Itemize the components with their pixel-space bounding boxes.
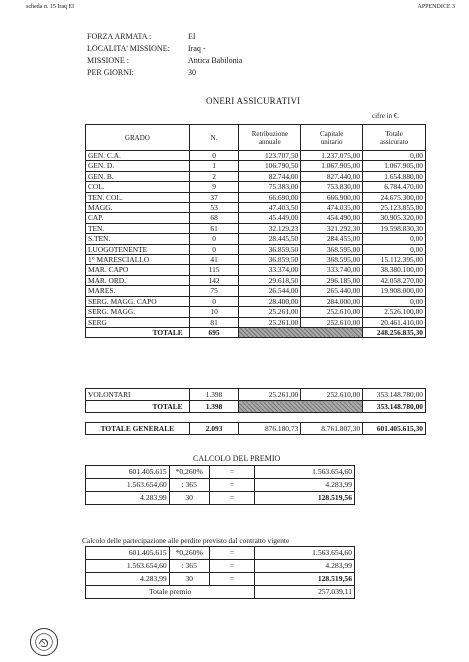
currency-note: cifre in €. bbox=[372, 112, 400, 120]
result-cell: 4.283,99 bbox=[255, 560, 355, 573]
totale-cell: 15.112.395,00 bbox=[363, 255, 426, 265]
n-cell: 37 bbox=[189, 192, 239, 202]
header-n: N. bbox=[189, 125, 239, 151]
n-cell: 53 bbox=[189, 203, 239, 213]
calcolo-premio-table bbox=[85, 465, 355, 505]
table-row bbox=[86, 255, 426, 265]
n-cell: 81 bbox=[189, 317, 239, 327]
capitale-cell: 296.185,00 bbox=[301, 275, 363, 285]
result-cell: 1.563.654,60 bbox=[255, 547, 355, 560]
n-cell: 0 bbox=[189, 151, 239, 161]
calc-row bbox=[86, 492, 355, 505]
result-cell: 1.563.654,60 bbox=[255, 466, 355, 479]
grado-cell: GEN. C.A. bbox=[86, 151, 190, 161]
retribuzione-cell: 75.383,00 bbox=[239, 182, 301, 192]
table-row bbox=[86, 151, 426, 161]
totale-generale-table bbox=[85, 422, 426, 435]
retribuzione-cell: 45.449,00 bbox=[239, 213, 301, 223]
retribuzione-cell: 123.707,50 bbox=[239, 151, 301, 161]
capitale-cell: 474.035,00 bbox=[301, 203, 363, 213]
n-cell: 0 bbox=[189, 234, 239, 244]
totale-cell: 30.905.320,00 bbox=[363, 213, 426, 223]
grado-table bbox=[85, 124, 426, 338]
grado-cell: MARES. bbox=[86, 286, 190, 296]
stamp-seal bbox=[30, 628, 58, 656]
retribuzione-cell: 26.544,00 bbox=[239, 286, 301, 296]
totale-cell: 1.067.905,00 bbox=[363, 161, 426, 171]
operator-cell: 30 bbox=[169, 492, 209, 505]
totale-cell: 19.598.830,30 bbox=[363, 223, 426, 233]
n-cell: 0 bbox=[189, 244, 239, 254]
totale-premio-label: Totale premio bbox=[86, 586, 255, 599]
equals-cell: = bbox=[209, 573, 255, 586]
operator-cell: *0,260% bbox=[169, 547, 209, 560]
table-row bbox=[86, 234, 426, 244]
table-row bbox=[86, 317, 426, 327]
meta-label: MISSIONE : bbox=[87, 56, 130, 65]
table-row bbox=[86, 286, 426, 296]
volontari-cap: 252.610,00 bbox=[301, 389, 363, 401]
grado-cell: CAP. bbox=[86, 213, 190, 223]
grado-cell: SERG. MAGG. bbox=[86, 307, 190, 317]
totale-cell: 0,00 bbox=[363, 296, 426, 306]
n-cell: 61 bbox=[189, 223, 239, 233]
totale-cell: 25.123.855,00 bbox=[363, 203, 426, 213]
seal-icon bbox=[31, 629, 57, 655]
capitale-cell: 333.740,00 bbox=[301, 265, 363, 275]
totale-generale-tot: 601.405.615,30 bbox=[363, 423, 426, 435]
equals-cell: = bbox=[209, 479, 255, 492]
result-cell: 4.283,99 bbox=[255, 479, 355, 492]
table-row bbox=[86, 203, 426, 213]
calc-row bbox=[86, 547, 355, 560]
grado-cell: SERG bbox=[86, 317, 190, 327]
calc-row bbox=[86, 466, 355, 479]
meta-label: PER GIORNI: bbox=[87, 68, 134, 77]
table-row bbox=[86, 265, 426, 275]
totale-cell: 0,00 bbox=[363, 151, 426, 161]
table-row bbox=[86, 244, 426, 254]
capitale-cell: 368.595,00 bbox=[301, 255, 363, 265]
totale-cell: 38.380.100,00 bbox=[363, 265, 426, 275]
meta-value: 30 bbox=[188, 68, 196, 77]
meta-label: LOCALITA' MISSIONE: bbox=[87, 44, 170, 53]
grado-cell: S.TEN. bbox=[86, 234, 190, 244]
operator-cell: 30 bbox=[169, 573, 209, 586]
meta-value: EI bbox=[188, 32, 196, 41]
header-retribuzione: Retribuzione annuale bbox=[239, 125, 301, 151]
capitale-cell: 284.000,00 bbox=[301, 296, 363, 306]
operand-cell: 1.563.654,60 bbox=[86, 560, 170, 573]
table-row bbox=[86, 192, 426, 202]
retribuzione-cell: 66.690,00 bbox=[239, 192, 301, 202]
operand-cell: 601.405.615 bbox=[86, 547, 170, 560]
meta-value: Antica Babilonia bbox=[188, 56, 243, 65]
result-cell: 128.519,56 bbox=[255, 492, 355, 505]
capitale-cell: 252.610,00 bbox=[301, 317, 363, 327]
capitale-cell: 454.490,00 bbox=[301, 213, 363, 223]
table-row bbox=[86, 213, 426, 223]
volontari-tot: 353.148.780,00 bbox=[363, 389, 426, 401]
table-row bbox=[86, 296, 426, 306]
retribuzione-cell: 33.374,00 bbox=[239, 265, 301, 275]
totale-generale-n: 2.093 bbox=[189, 423, 239, 435]
grado-cell: 1° MARESCIALLO bbox=[86, 255, 190, 265]
retribuzione-cell: 28.445,50 bbox=[239, 234, 301, 244]
capitale-cell: 1.067.905,00 bbox=[301, 161, 363, 171]
partecipazione-rows bbox=[86, 547, 355, 586]
retribuzione-cell: 36.859,50 bbox=[239, 244, 301, 254]
n-cell: 68 bbox=[189, 213, 239, 223]
capitale-cell: 284.455,00 bbox=[301, 234, 363, 244]
shaded-cell bbox=[239, 401, 363, 413]
calc-row bbox=[86, 560, 355, 573]
capitale-cell: 252.610,00 bbox=[301, 307, 363, 317]
totale-n: 695 bbox=[189, 327, 239, 337]
grado-cell: MAR. ORD. bbox=[86, 275, 190, 285]
grado-cell: GEN. D. bbox=[86, 161, 190, 171]
totale-generale-row bbox=[86, 423, 426, 435]
n-cell: 115 bbox=[189, 265, 239, 275]
n-cell: 2 bbox=[189, 171, 239, 181]
grado-cell: TEN. bbox=[86, 223, 190, 233]
retribuzione-cell: 47.403,50 bbox=[239, 203, 301, 213]
grado-cell: LUOGOTENENTE bbox=[86, 244, 190, 254]
volontari-totale-label: TOTALE bbox=[86, 401, 190, 413]
totale-premio-row bbox=[86, 586, 355, 599]
operand-cell: 601.405.615 bbox=[86, 466, 170, 479]
n-cell: 10 bbox=[189, 307, 239, 317]
calcolo-partecipazione-table bbox=[85, 546, 355, 599]
totale-cell: 20.461.410,00 bbox=[363, 317, 426, 327]
volontari-table bbox=[85, 388, 426, 413]
capitale-cell: 827.440,00 bbox=[301, 171, 363, 181]
n-cell: 0 bbox=[189, 296, 239, 306]
totale-value: 248.256.835,30 bbox=[363, 327, 426, 337]
calc-row bbox=[86, 573, 355, 586]
volontari-retr: 25.261,00 bbox=[239, 389, 301, 401]
result-cell: 128.519,56 bbox=[255, 573, 355, 586]
header-grado: GRADO bbox=[86, 125, 190, 151]
totale-cell: 42.058.270,00 bbox=[363, 275, 426, 285]
volontari-label: VOLONTARI bbox=[86, 389, 190, 401]
operand-cell: 4.283,99 bbox=[86, 573, 170, 586]
volontari-totale-row bbox=[86, 401, 426, 413]
n-cell: 41 bbox=[189, 255, 239, 265]
totale-generale-label: TOTALE GENERALE bbox=[86, 423, 190, 435]
equals-cell: = bbox=[209, 560, 255, 573]
page-title: ONERI ASSICURATIVI bbox=[206, 96, 301, 106]
volontari-n: 1.398 bbox=[189, 389, 239, 401]
operand-cell: 1.563.654,60 bbox=[86, 479, 170, 492]
grado-cell: MAGG. bbox=[86, 203, 190, 213]
operator-cell: : 365 bbox=[169, 560, 209, 573]
calc-row bbox=[86, 479, 355, 492]
retribuzione-cell: 106.790,50 bbox=[239, 161, 301, 171]
totale-generale-retr: 876.180,73 bbox=[239, 423, 301, 435]
totale-cell: 2.526.100,00 bbox=[363, 307, 426, 317]
n-cell: 142 bbox=[189, 275, 239, 285]
n-cell: 75 bbox=[189, 286, 239, 296]
header-totale: Totale assicurato bbox=[363, 125, 426, 151]
retribuzione-cell: 36.859,50 bbox=[239, 255, 301, 265]
totale-label: TOTALE bbox=[86, 327, 190, 337]
table-row bbox=[86, 182, 426, 192]
grado-cell: GEN. B. bbox=[86, 171, 190, 181]
header-capitale: Capitale unitario bbox=[301, 125, 363, 151]
capitale-cell: 753.830,00 bbox=[301, 182, 363, 192]
meta-label: FORZA ARMATA : bbox=[87, 32, 152, 41]
capitale-cell: 368.595,00 bbox=[301, 244, 363, 254]
meta-value: Iraq - bbox=[188, 44, 206, 53]
document-reference: scheda n. 15 Iraq EI bbox=[26, 4, 75, 10]
appendix-label: APPENDICE 3 bbox=[417, 4, 455, 10]
equals-cell: = bbox=[209, 492, 255, 505]
table-row bbox=[86, 161, 426, 171]
retribuzione-cell: 29.618,50 bbox=[239, 275, 301, 285]
table-row bbox=[86, 223, 426, 233]
capitale-cell: 666.900,00 bbox=[301, 192, 363, 202]
shaded-cell bbox=[239, 327, 363, 337]
volontari-row bbox=[86, 389, 426, 401]
volontari-totale-n: 1.398 bbox=[189, 401, 239, 413]
totale-row bbox=[86, 327, 426, 337]
retribuzione-cell: 25.261,00 bbox=[239, 317, 301, 327]
table-row bbox=[86, 171, 426, 181]
capitale-cell: 265.440,00 bbox=[301, 286, 363, 296]
grado-cell: MAR. CAPO bbox=[86, 265, 190, 275]
grado-rows bbox=[86, 151, 426, 328]
premio-rows bbox=[86, 466, 355, 505]
totale-cell: 19.908.000,00 bbox=[363, 286, 426, 296]
n-cell: 1 bbox=[189, 161, 239, 171]
capitale-cell: 1.237.075,00 bbox=[301, 151, 363, 161]
retribuzione-cell: 32.129,23 bbox=[239, 223, 301, 233]
grado-cell: TEN. COL. bbox=[86, 192, 190, 202]
grado-cell: COL. bbox=[86, 182, 190, 192]
operand-cell: 4.283,99 bbox=[86, 492, 170, 505]
grado-cell: SERG. MAGG. CAPO bbox=[86, 296, 190, 306]
totale-cell: 0,00 bbox=[363, 244, 426, 254]
n-cell: 9 bbox=[189, 182, 239, 192]
operator-cell: : 365 bbox=[169, 479, 209, 492]
equals-cell: = bbox=[209, 547, 255, 560]
retribuzione-cell: 25.261,00 bbox=[239, 307, 301, 317]
totale-generale-cap: 8.761.807,30 bbox=[301, 423, 363, 435]
operator-cell: *0,260% bbox=[169, 466, 209, 479]
table-row bbox=[86, 307, 426, 317]
capitale-cell: 321.292,30 bbox=[301, 223, 363, 233]
totale-cell: 24.675.300,00 bbox=[363, 192, 426, 202]
retribuzione-cell: 82.744,00 bbox=[239, 171, 301, 181]
totale-cell: 1.654.880,00 bbox=[363, 171, 426, 181]
retribuzione-cell: 28.400,00 bbox=[239, 296, 301, 306]
equals-cell: = bbox=[209, 466, 255, 479]
calcolo-premio-title: CALCOLO DEL PREMIO bbox=[193, 454, 281, 463]
calcolo-partecipazione-title: Calcolo delle partecipazione alle perdite previsto dal contratto vigente bbox=[82, 536, 290, 545]
totale-cell: 0,00 bbox=[363, 234, 426, 244]
totale-cell: 6.784.470,00 bbox=[363, 182, 426, 192]
volontari-totale-value: 353.148.780,00 bbox=[363, 401, 426, 413]
totale-premio-value: 257.039,11 bbox=[255, 586, 355, 599]
table-row bbox=[86, 275, 426, 285]
